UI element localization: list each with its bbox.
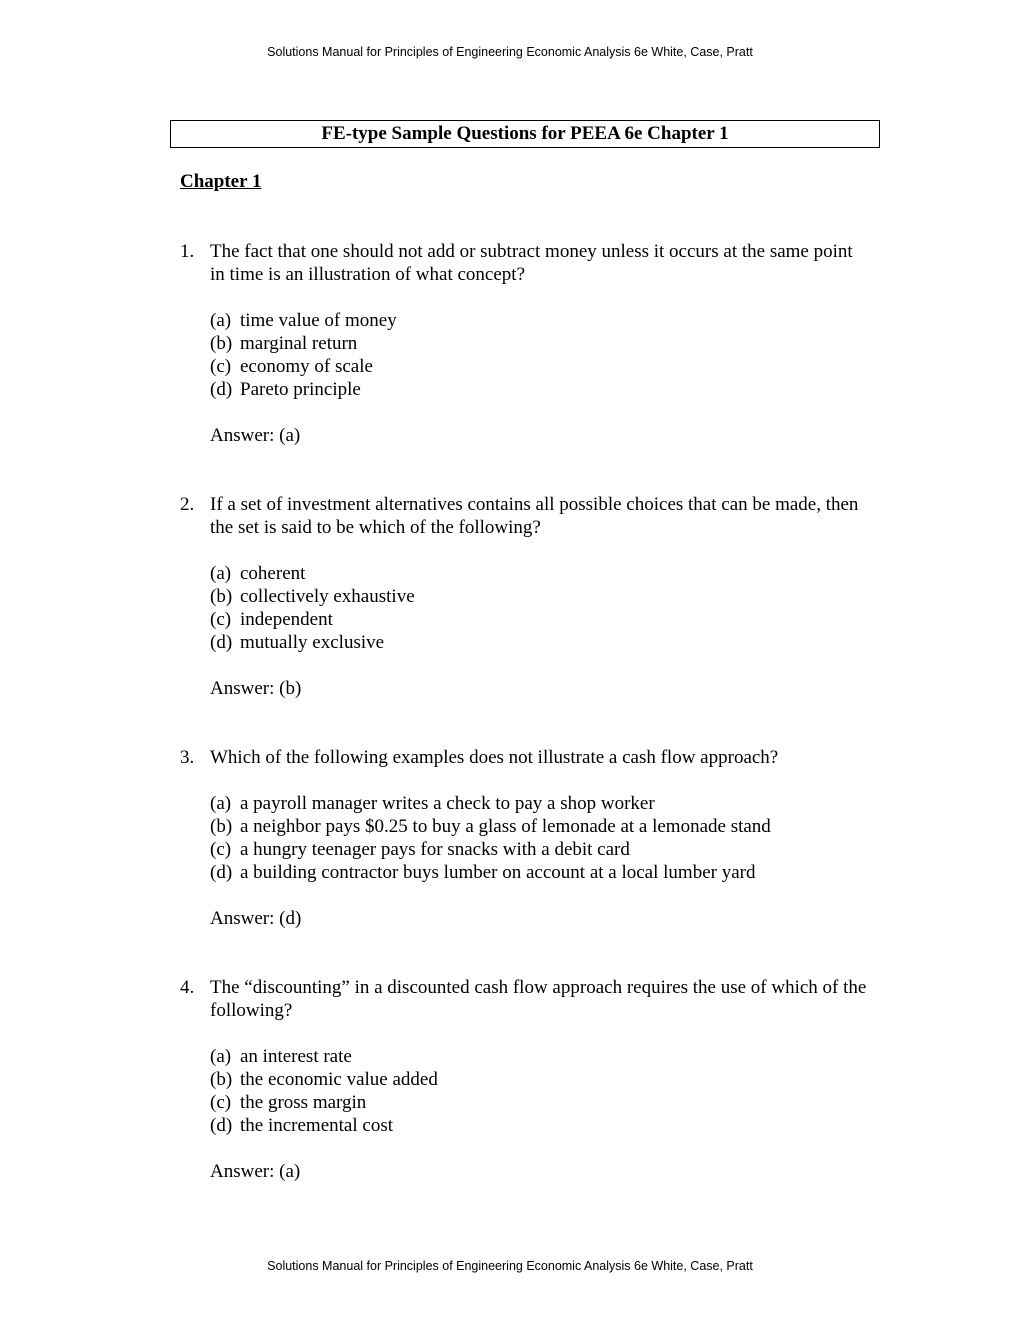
choice-list xyxy=(210,1045,870,1137)
choice-letter: (a) xyxy=(210,793,232,814)
choice-a xyxy=(210,1045,870,1068)
choice-text: marginal return xyxy=(240,333,358,354)
page-footer: Solutions Manual for Principles of Engineering Economic Analysis 6e White, Case, Pratt xyxy=(267,1259,753,1273)
answer: Answer: (d) xyxy=(210,908,302,929)
choice-text: time value of money xyxy=(240,310,397,331)
choice-c xyxy=(210,838,870,861)
choice-letter: (a) xyxy=(210,310,232,331)
choice-letter: (d) xyxy=(210,1115,233,1136)
choice-text: a building contractor buys lumber on account at a local lumber yard xyxy=(240,862,756,883)
question-number: 4. xyxy=(180,977,195,998)
question-text: If a set of investment alternatives contains all possible choices that can be made, then the set is said to be which of the following? xyxy=(210,494,859,538)
choice-text: independent xyxy=(240,609,333,630)
choice-b xyxy=(210,815,870,838)
choice-text: collectively exhaustive xyxy=(240,586,415,607)
question-text: The “discounting” in a discounted cash flow approach requires the use of which of the following? xyxy=(210,977,867,1021)
choice-c xyxy=(210,355,870,378)
choice-text: a hungry teenager pays for snacks with a debit card xyxy=(240,839,630,860)
choice-text: economy of scale xyxy=(240,356,373,377)
answer: Answer: (a) xyxy=(210,1161,301,1182)
choice-d xyxy=(210,861,870,884)
choice-list xyxy=(210,309,870,401)
choice-letter: (c) xyxy=(210,356,232,377)
choice-d xyxy=(210,1114,870,1137)
choice-a xyxy=(210,792,870,815)
choice-letter: (c) xyxy=(210,839,232,860)
choice-letter: (c) xyxy=(210,1092,232,1113)
choice-b xyxy=(210,1068,870,1091)
choice-c xyxy=(210,1091,870,1114)
choice-c xyxy=(210,608,870,631)
question-4 xyxy=(180,976,870,1183)
choice-letter: (b) xyxy=(210,586,233,607)
question-2 xyxy=(180,493,870,700)
page-header: Solutions Manual for Principles of Engineering Economic Analysis 6e White, Case, Pratt xyxy=(267,45,753,59)
choice-b xyxy=(210,585,870,608)
choice-text: the economic value added xyxy=(240,1069,438,1090)
question-text: The fact that one should not add or subtract money unless it occurs at the same point in time is an illustration of what concept? xyxy=(210,241,853,285)
choice-text: a payroll manager writes a check to pay a shop worker xyxy=(240,793,655,814)
choice-d xyxy=(210,631,870,654)
choice-letter: (c) xyxy=(210,609,232,630)
choice-a xyxy=(210,562,870,585)
choice-text: coherent xyxy=(240,563,306,584)
choice-text: an interest rate xyxy=(240,1046,352,1067)
question-3 xyxy=(180,746,870,930)
choice-letter: (d) xyxy=(210,379,233,400)
choice-letter: (d) xyxy=(210,862,233,883)
question-number: 1. xyxy=(180,241,195,262)
choice-text: the incremental cost xyxy=(240,1115,393,1136)
question-number: 2. xyxy=(180,494,195,515)
choice-letter: (b) xyxy=(210,333,233,354)
choice-b xyxy=(210,332,870,355)
question-1 xyxy=(180,240,870,447)
question-number: 3. xyxy=(180,747,195,768)
choice-letter: (b) xyxy=(210,1069,233,1090)
choice-letter: (a) xyxy=(210,1046,232,1067)
choice-a xyxy=(210,309,870,332)
question-text: Which of the following examples does not illustrate a cash flow approach? xyxy=(210,747,779,768)
answer: Answer: (b) xyxy=(210,678,302,699)
choice-d xyxy=(210,378,870,401)
choice-letter: (a) xyxy=(210,563,232,584)
choice-letter: (d) xyxy=(210,632,233,653)
choice-list xyxy=(210,792,870,884)
page-title: FE-type Sample Questions for PEEA 6e Chapter 1 xyxy=(170,120,880,148)
choice-text: mutually exclusive xyxy=(240,632,385,653)
choice-letter: (b) xyxy=(210,816,233,837)
choice-text: Pareto principle xyxy=(240,379,361,400)
choice-text: a neighbor pays $0.25 to buy a glass of lemonade at a lemonade stand xyxy=(240,816,771,837)
choice-list xyxy=(210,562,870,654)
chapter-heading: Chapter 1 xyxy=(180,171,262,192)
choice-text: the gross margin xyxy=(240,1092,367,1113)
answer: Answer: (a) xyxy=(210,425,301,446)
